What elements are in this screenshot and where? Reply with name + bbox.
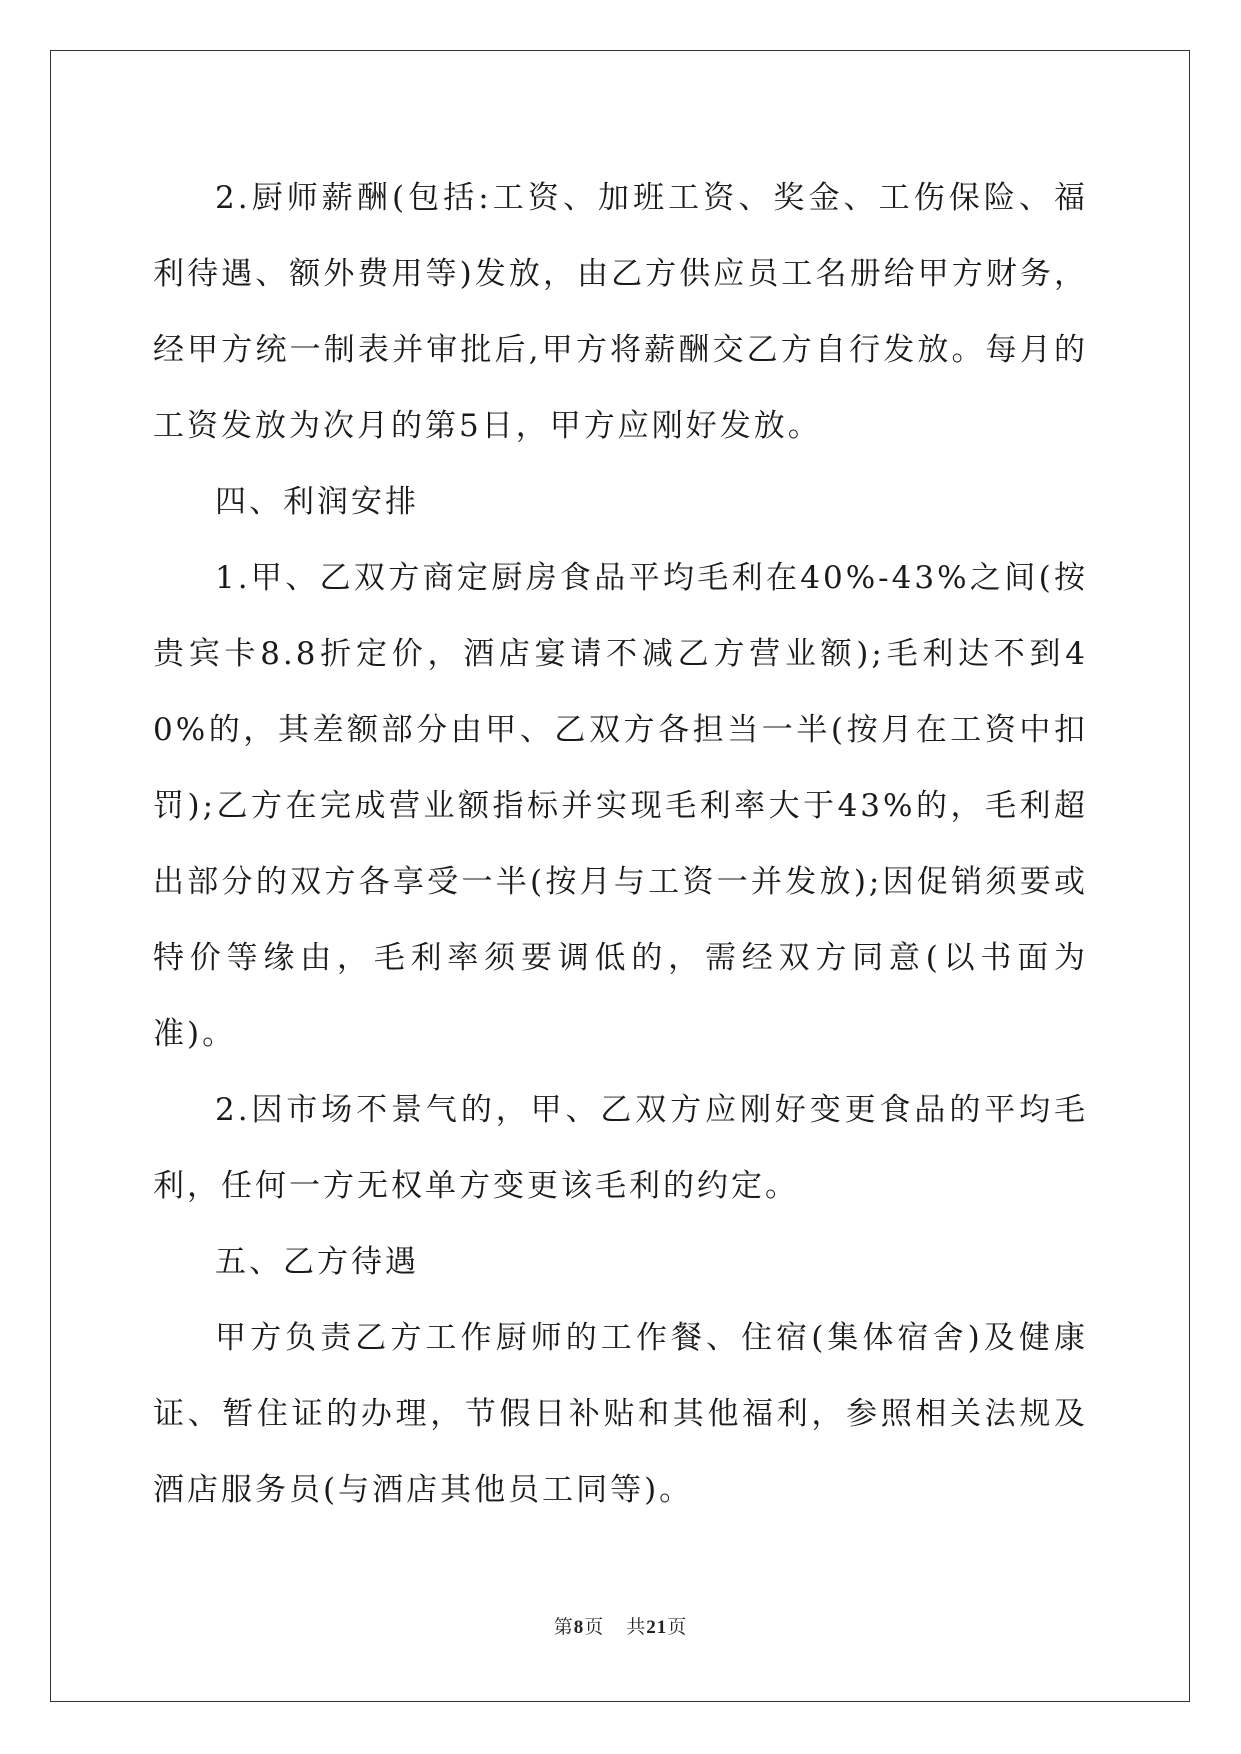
paragraph-market-adjustment: 2.因市场不景气的，甲、乙双方应刚好变更食品的平均毛利，任何一方无权单方变更该毛利的约定。	[153, 1092, 1088, 1204]
total-prefix: 共	[626, 1616, 647, 1638]
document-body	[153, 160, 1088, 1528]
page-number: 8	[573, 1617, 585, 1638]
page-suffix: 页	[584, 1616, 605, 1638]
total-suffix: 页	[667, 1616, 688, 1638]
paragraph-gross-profit: 1.甲、乙双方商定厨房食品平均毛利在40%-43%之间(按贵宾卡8.8折定价，酒店宴请不减乙方营业额);毛利达不到40%的，其差额部分由甲、乙双方各担当一半(按月在工资中扣罚);乙方在完成营业额指标并实现毛利率大于43%的，毛利超出部分的双方各享受一半(按月与工资一并发放);因促销须要或特价等缘由，毛利率须要调低的，需经双方同意(以书面为准)。	[153, 560, 1088, 1052]
page-prefix: 第	[553, 1616, 574, 1638]
total-pages: 21	[646, 1617, 668, 1638]
paragraph-benefits: 甲方负责乙方工作厨师的工作餐、住宿(集体宿舍)及健康证、暂住证的办理，节假日补贴和其他福利，参照相关法规及酒店服务员(与酒店其他员工同等)。	[153, 1320, 1088, 1508]
section-heading-benefits: 五、乙方待遇	[215, 1244, 419, 1280]
page-footer	[0, 1612, 1241, 1639]
paragraph-chef-salary: 2.厨师薪酬(包括:工资、加班工资、奖金、工伤保险、福利待遇、额外费用等)发放，由乙方供应员工名册给甲方财务，经甲方统一制表并审批后,甲方将薪酬交乙方自行发放。每月的工资发放为次月的第5日，甲方应刚好发放。	[153, 180, 1088, 444]
section-heading-profit: 四、利润安排	[215, 484, 419, 520]
